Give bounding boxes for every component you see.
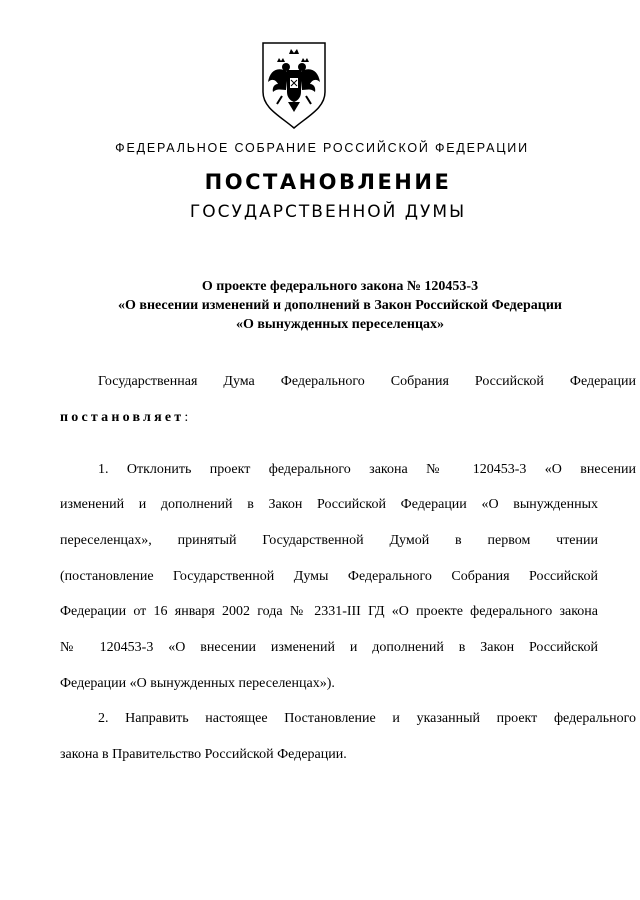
resolves-word: постановляет (60, 410, 185, 425)
preamble-line: Государственная Дума Федерального Собрания Российской Федерации (98, 374, 636, 389)
paragraph-line: Федерации «О вынужденных переселенцах»). (60, 676, 335, 691)
subject-line: «О внесении изменений и дополнений в Закон Российской Федерации (118, 298, 562, 313)
preamble-resolves (60, 410, 598, 426)
resolves-colon: : (184, 410, 189, 425)
document-subject (60, 277, 620, 334)
paragraph-line: изменений и дополнений в Закон Российской Федерации «О вынужденных (60, 497, 598, 512)
issuing-body: ГОСУДАРСТВЕННОЙ ДУМЫ (189, 202, 467, 222)
subject-line: О проекте федерального закона № 120453-3 (201, 279, 479, 294)
paragraph-line: переселенцах», принятый Государственной Думой в первом чтении (60, 533, 598, 548)
assembly-name: ФЕДЕРАЛЬНОЕ СОБРАНИЕ РОССИЙСКОЙ ФЕДЕРАЦИИ (115, 141, 529, 155)
subject-line: «О вынужденных переселенцах» (235, 317, 445, 332)
coat-of-arms-icon (260, 40, 328, 130)
paragraph-line: (постановление Государственной Думы Федерального Собрания Российской (60, 569, 598, 584)
paragraph-line: закона в Правительство Российской Федерации. (60, 747, 347, 762)
paragraph-line: № 120453-3 «О внесении изменений и дополнений в Закон Российской (60, 640, 598, 655)
document-type: ПОСТАНОВЛЕНИЕ (204, 170, 452, 194)
paragraph-line: 1. Отклонить проект федерального закона № 120453-3 «О внесении (98, 462, 636, 477)
paragraph-line: 2. Направить настоящее Постановление и указанный проект федерального (98, 711, 636, 726)
paragraph-line: Федерации от 16 января 2002 года № 2331-III ГД «О проекте федерального закона (60, 604, 598, 619)
